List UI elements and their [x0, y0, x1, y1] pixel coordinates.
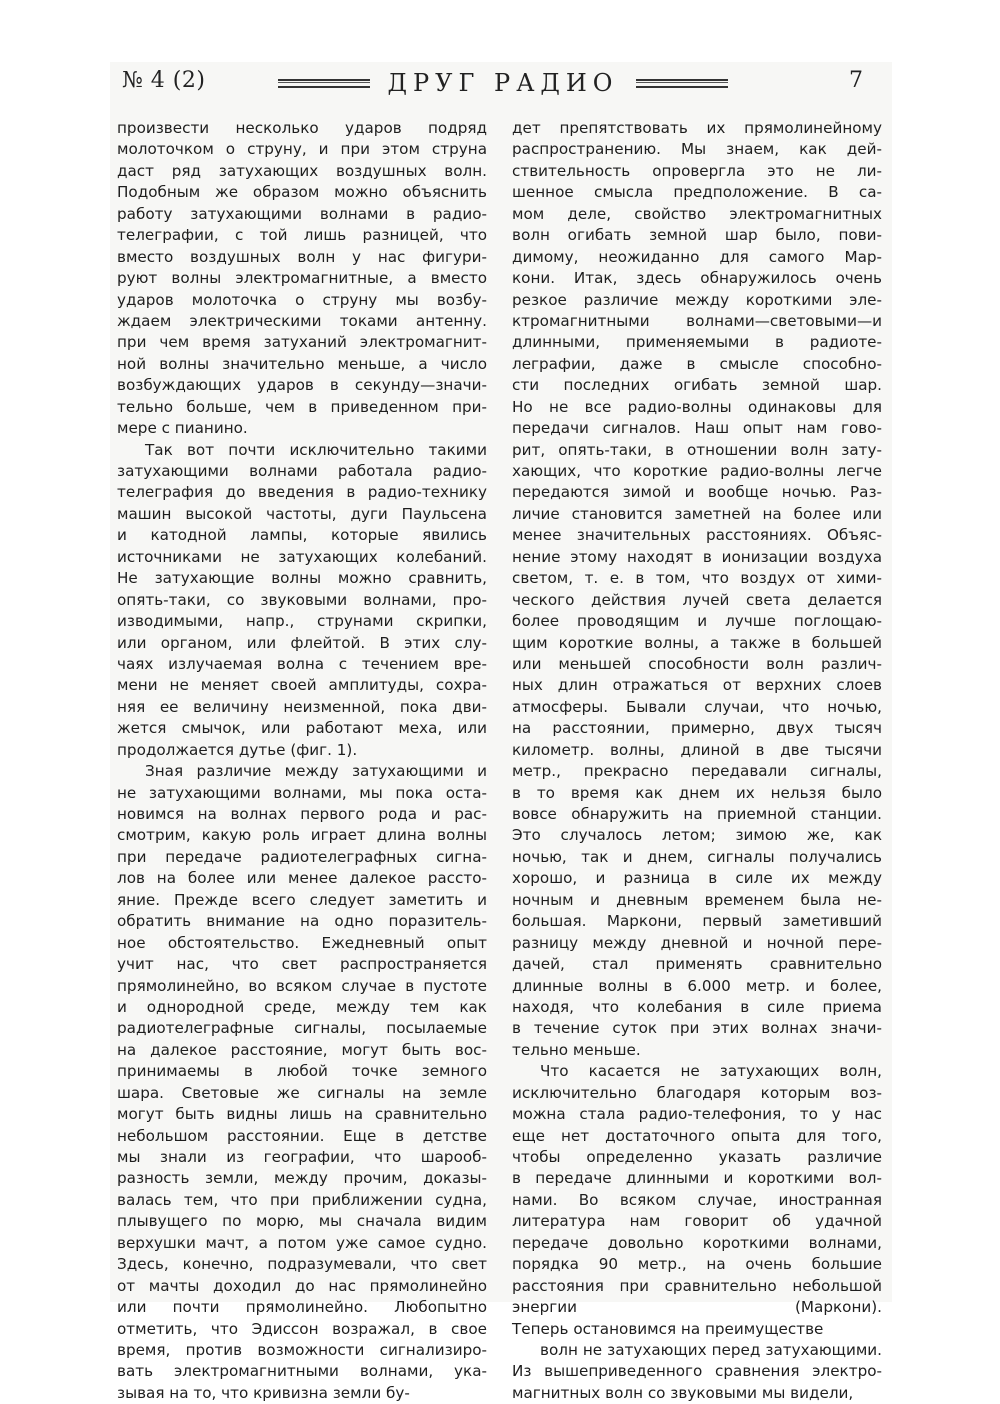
text-line: вать электромагнитными волнами, ука- — [117, 1362, 487, 1381]
text-line: более проводящим и лучше поглощаю- — [512, 612, 882, 631]
text-line: жется смычок, или работают меха, или — [117, 719, 487, 738]
text-line: длинными, применяемыми в радиоте- — [512, 333, 882, 352]
text-line: Зная различие между затухающими и — [145, 762, 487, 781]
text-line: менее значительных расстояниях. Объяс- — [512, 526, 882, 545]
text-line: энергии (Маркони). — [512, 1298, 882, 1317]
text-line: отметить, что Эдиссон возражал, в свое — [117, 1319, 487, 1338]
text-line: затухающими волнами работала радио- — [117, 462, 487, 480]
text-line: не затухающими волнами, мы пока оста- — [117, 783, 487, 802]
masthead — [272, 66, 734, 100]
text-line: обратить внимание на одно поразитель- — [117, 912, 487, 931]
text-line: Что касается не затухающих волн, — [540, 1062, 882, 1081]
text-line: волн огибать земной шар было, пови- — [512, 226, 882, 245]
text-line: шенное смысла предположение. В са- — [512, 183, 882, 202]
page-number: 7 — [849, 68, 863, 93]
text-line: передачи сигналов. Наш опыт нам гово- — [512, 419, 882, 438]
text-line: светом, т. е. в том, что воздух от хими- — [512, 569, 882, 588]
text-line: расстояния при сравнительно небольшой — [512, 1276, 882, 1295]
text-line: учит нас, что свет распространяется — [117, 955, 487, 974]
text-line: ных длин отражаться от верхних слоев — [512, 676, 882, 695]
text-line: километр. волны, длиной в две тысячи — [512, 740, 882, 759]
text-line: Не затухающие волны можно сравнить, — [117, 569, 487, 588]
text-line: радиотелеграфные сигналы, посылаемые — [117, 1019, 487, 1038]
text-line: большая. Маркони, первый заметивший — [512, 912, 882, 931]
text-line: щим короткие волны, а также в большей — [512, 633, 882, 652]
text-line: опять-таки, со звуковыми волнами, про- — [117, 590, 487, 609]
text-line: плывущего по морю, мы сначала видим — [117, 1212, 487, 1231]
text-line: в то время как днем их нельзя было — [512, 783, 882, 802]
text-line: волн не затухающих перед затухающими. — [540, 1340, 882, 1359]
text-line: или меньшей способности волн различ- — [512, 654, 882, 673]
text-line: изводимыми, напр., струнами скрипки, — [117, 612, 487, 631]
text-line: еще нет достаточного опыта для того, — [512, 1126, 882, 1145]
text-line: атмосферы. Бывали случаи, что ночью, — [512, 697, 882, 716]
text-line: ное обстоятельство. Ежедневный опыт — [117, 933, 487, 952]
text-line: шара. Световые же сигналы на земле — [117, 1083, 487, 1102]
text-line: телеграфия до введения в радио-технику — [117, 483, 487, 502]
text-line: резкое различие между короткими эле- — [512, 290, 882, 309]
text-line: няя ее величину неизменной, пока дви- — [117, 697, 487, 716]
text-line: леграфии, даже в смысле способно- — [512, 354, 882, 373]
text-line: принимаемы в любой точке земного — [117, 1062, 487, 1081]
text-line: ктромагнитными волнами—световыми—и — [512, 311, 882, 330]
text-line: мом деле, свойство электромагнитных — [512, 204, 882, 223]
text-line: хорошо, и разница в силе их между — [512, 869, 882, 888]
text-line: при передаче радиотелеграфных сигна- — [117, 847, 487, 866]
text-line: ждаем электрическими токами антенну. — [117, 311, 487, 330]
text-line: Это случалось летом; зимою же, как — [512, 826, 882, 845]
text-line: продолжается дутье (фиг. 1). — [117, 740, 358, 759]
text-line: магнитных волн со звуковыми мы видели, — [512, 1383, 854, 1402]
text-line: даст ряд затухающих воздушных волн. — [117, 161, 487, 180]
text-line: разность земли, между прочим, доказы- — [117, 1169, 487, 1188]
text-line: распространению. Мы знаем, как дей- — [512, 140, 882, 159]
text-line: ночным и дневным временем была не- — [512, 890, 882, 909]
text-line: машин высокой частоты, дуги Паульсена — [117, 504, 487, 523]
text-line: могут быть видны лишь на сравнительно — [117, 1105, 487, 1124]
magazine-title: ДРУГ РАДИО — [387, 69, 619, 97]
text-line: смотрим, какую роль играет длина волны — [117, 826, 487, 845]
text-line: сти последних огибать земной шар. — [512, 376, 882, 395]
text-line: мы знали из географии, что шарооб- — [117, 1148, 487, 1166]
text-line: источниками не затухающих колебаний. — [117, 547, 487, 566]
text-line: можна стала радио-телефония, то у нас — [512, 1105, 882, 1124]
text-line: Но не все радио-волны одинаковы для — [512, 397, 882, 416]
decorative-rule-left — [278, 79, 370, 88]
text-line: на расстоянии, примерно, двух тысяч — [512, 719, 882, 738]
text-line: Так вот почти исключительно такими — [145, 440, 487, 459]
text-line: Теперь остановимся на преимуществе — [512, 1319, 824, 1338]
text-line: нение этому находят в ионизации воздуха — [512, 547, 882, 566]
text-line: ческого действия лучей света делается — [512, 590, 882, 609]
text-column-right — [512, 118, 882, 1404]
text-line: дет препятствовать их прямолинейному — [512, 119, 882, 137]
text-line: или органом, или флейтой. В этих слу- — [117, 633, 487, 652]
text-line: мере с пианино. — [117, 419, 248, 438]
text-line: метр., прекрасно передавали сигналы, — [512, 762, 882, 781]
text-line: мени не меняет своей амплитуды, сохра- — [117, 676, 487, 695]
text-line: возбуждающих ударов в секунду—значи- — [117, 376, 487, 395]
text-line: или почти прямолинейно. Любопытно — [117, 1298, 487, 1317]
text-line: чтобы определенно указать различие — [512, 1148, 882, 1166]
text-line: разницу между дневной и ночной пере- — [512, 933, 882, 952]
text-line: ной волны значительно меньше, а число — [117, 354, 487, 373]
text-line: молоточком о струну, и при этом струна — [117, 140, 487, 159]
text-line: и катодной лампы, которые явились — [117, 526, 487, 545]
text-line: произвести несколько ударов подряд — [117, 119, 487, 137]
text-line: хающих, что короткие радио-волны легче — [512, 462, 882, 480]
text-line: и однородной среде, между тем как — [117, 997, 487, 1016]
text-line: Из вышеприведенного сравнения электро- — [512, 1362, 882, 1381]
text-line: яние. Прежде всего следует заметить и — [117, 890, 487, 909]
text-line: Здесь, конечно, подразумевали, что свет — [117, 1255, 487, 1274]
text-line: передаче довольно короткими волнами, — [512, 1233, 882, 1252]
text-line: ствительность опровергла это не ли- — [512, 161, 882, 180]
text-line: валась тем, что при приближении судна, — [117, 1190, 487, 1209]
text-line: ночью, так и днем, сигналы получались — [512, 847, 882, 866]
text-line: вовсе обнаружить на приемной станции. — [512, 805, 882, 823]
decorative-rule-right — [636, 79, 728, 88]
text-line: от мачты доходил до нас прямолинейно — [117, 1276, 487, 1295]
text-line: вместо воздушных волн у нас фигури- — [117, 247, 487, 266]
text-line: новимся на волнах первого рода и рас- — [117, 805, 487, 823]
text-line: рит, опять-таки, в отношении волн зату- — [512, 440, 882, 459]
text-line: чаях излучаемая волна с течением вре- — [117, 654, 487, 673]
text-line: время, против возможности сигнализиро- — [117, 1340, 487, 1359]
text-column-left — [117, 118, 487, 1404]
page-header — [122, 66, 867, 100]
text-line: порядка 90 метр., на очень большие — [512, 1255, 882, 1274]
text-line: находя, что колебания в силе приема — [512, 997, 882, 1016]
text-line: передаются зимой и вообще ночью. Раз- — [512, 483, 882, 502]
text-line: на далекое расстояние, могут быть вос- — [117, 1040, 487, 1059]
text-line: литература нам говорит об удачной — [512, 1212, 882, 1231]
text-line: в течение суток при этих волнах значи- — [512, 1019, 882, 1038]
text-line: личие становится заметней на более или — [512, 504, 882, 523]
text-line: при чем время затуханий электромагнит- — [117, 333, 487, 352]
text-line: Подобным же образом можно объяснить — [117, 183, 487, 202]
text-line: работу затухающими волнами в радио- — [117, 204, 487, 223]
text-line: тельно меньше. — [512, 1040, 641, 1059]
issue-number: № 4 (2) — [122, 68, 206, 93]
text-line: лов на более или менее далекое рассто- — [117, 869, 487, 888]
text-line: верхушки мачт, а потом уже самое судно. — [117, 1233, 487, 1252]
text-line: зывая на то, что кривизна земли бу- — [117, 1383, 410, 1402]
text-line: длинные волны в 6.000 метр. и более, — [512, 976, 882, 995]
text-line: исключительно благодаря которым воз- — [512, 1083, 882, 1102]
text-line: в передаче длинными и короткими вол- — [512, 1169, 882, 1188]
text-line: телеграфии, с той лишь разницей, что — [117, 226, 487, 245]
text-line: ударов молоточка о струну мы возбу- — [117, 290, 487, 309]
text-line: нами. Во всяком случае, иностранная — [512, 1190, 882, 1209]
text-line: дачей, стал применять сравнительно — [512, 955, 882, 974]
text-line: димому, неожиданно для самого Мар- — [512, 247, 882, 266]
text-line: прямолинейно, во всяком случае в пустоте — [117, 976, 487, 995]
text-line: тельно больше, чем в приведенном при- — [117, 397, 487, 416]
text-line: небольшом расстоянии. Еще в детстве — [117, 1126, 487, 1145]
text-line: руют волны электромагнитные, а вместо — [117, 269, 487, 288]
text-line: кони. Итак, здесь обнаружилось очень — [512, 269, 882, 288]
